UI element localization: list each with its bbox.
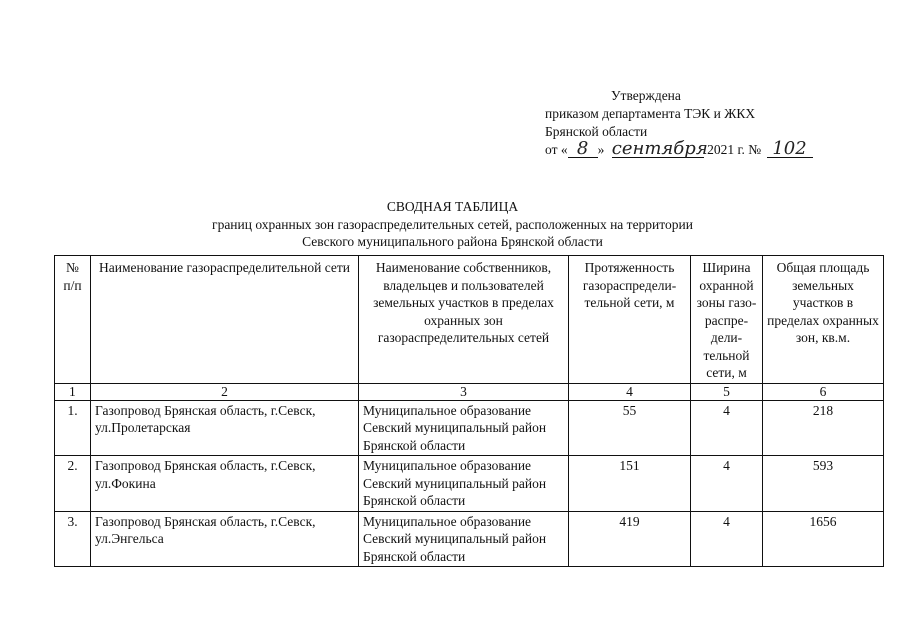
row-area: 218 <box>763 400 884 456</box>
header-area: Общая площадь земельных участков в пределах охранных зон, кв.м. <box>763 256 884 384</box>
header-owners: Наименование собственников, владельцев и пользователей земельных участков в пределах охранных зон газораспределительных сетей <box>359 256 569 384</box>
document-title <box>0 198 905 251</box>
header-zone-width: Ширина охранной зоны газо-распре-дели-тельной сети, м <box>691 256 763 384</box>
column-index-row <box>55 383 884 400</box>
index-cell: 6 <box>763 383 884 400</box>
approval-title: Утверждена <box>611 88 681 103</box>
row-network-name: Газопровод Брянская область, г.Севск, ул.Фокина <box>91 456 359 512</box>
table-row <box>55 456 884 512</box>
row-network-name: Газопровод Брянская область, г.Севск, ул.Пролетарская <box>91 400 359 456</box>
date-day: 8 <box>568 142 598 158</box>
title-subheading: границ охранных зон газораспределительных сетей, расположенных на территории <box>212 216 693 232</box>
row-owner: Муниципальное образование Севский муниципальный район Брянской области <box>359 511 569 567</box>
table-row <box>55 400 884 456</box>
approval-block <box>545 87 813 159</box>
row-owner: Муниципальное образование Севский муниципальный район Брянской области <box>359 456 569 512</box>
row-number: 2. <box>55 456 91 512</box>
title-heading: СВОДНАЯ ТАБЛИЦА <box>386 199 519 214</box>
date-year: 2021 г. <box>707 142 745 157</box>
index-cell: 1 <box>55 383 91 400</box>
order-number: 102 <box>767 142 813 158</box>
row-network-name: Газопровод Брянская область, г.Севск, ул.Энгельса <box>91 511 359 567</box>
date-day-close: » <box>597 142 605 157</box>
index-cell: 2 <box>91 383 359 400</box>
row-number: 1. <box>55 400 91 456</box>
row-zone-width: 4 <box>691 456 763 512</box>
number-sign: № <box>748 142 762 157</box>
date-prefix: от « <box>545 142 568 157</box>
table-header-row <box>55 256 884 384</box>
header-number: № п/п <box>55 256 91 384</box>
date-month: сентября <box>611 138 708 159</box>
approval-region-line: Брянской области <box>545 124 648 139</box>
row-zone-width: 4 <box>691 511 763 567</box>
index-cell: 4 <box>569 383 691 400</box>
header-length: Протяженность газораспредели-тельной сети, м <box>569 256 691 384</box>
index-cell: 5 <box>691 383 763 400</box>
row-zone-width: 4 <box>691 400 763 456</box>
row-length: 55 <box>569 400 691 456</box>
row-area: 593 <box>763 456 884 512</box>
row-area: 1656 <box>763 511 884 567</box>
table-row <box>55 511 884 567</box>
row-number: 3. <box>55 511 91 567</box>
approval-date-line <box>545 138 813 159</box>
index-cell: 3 <box>359 383 569 400</box>
row-owner: Муниципальное образование Севский муниципальный район Брянской области <box>359 400 569 456</box>
approval-order-line: приказом департамента ТЭК и ЖКХ <box>545 106 756 121</box>
row-length: 419 <box>569 511 691 567</box>
header-network-name: Наименование газораспределительной сети <box>91 256 359 384</box>
row-length: 151 <box>569 456 691 512</box>
zones-table <box>54 255 884 567</box>
title-district: Севского муниципального района Брянской области <box>302 234 603 249</box>
